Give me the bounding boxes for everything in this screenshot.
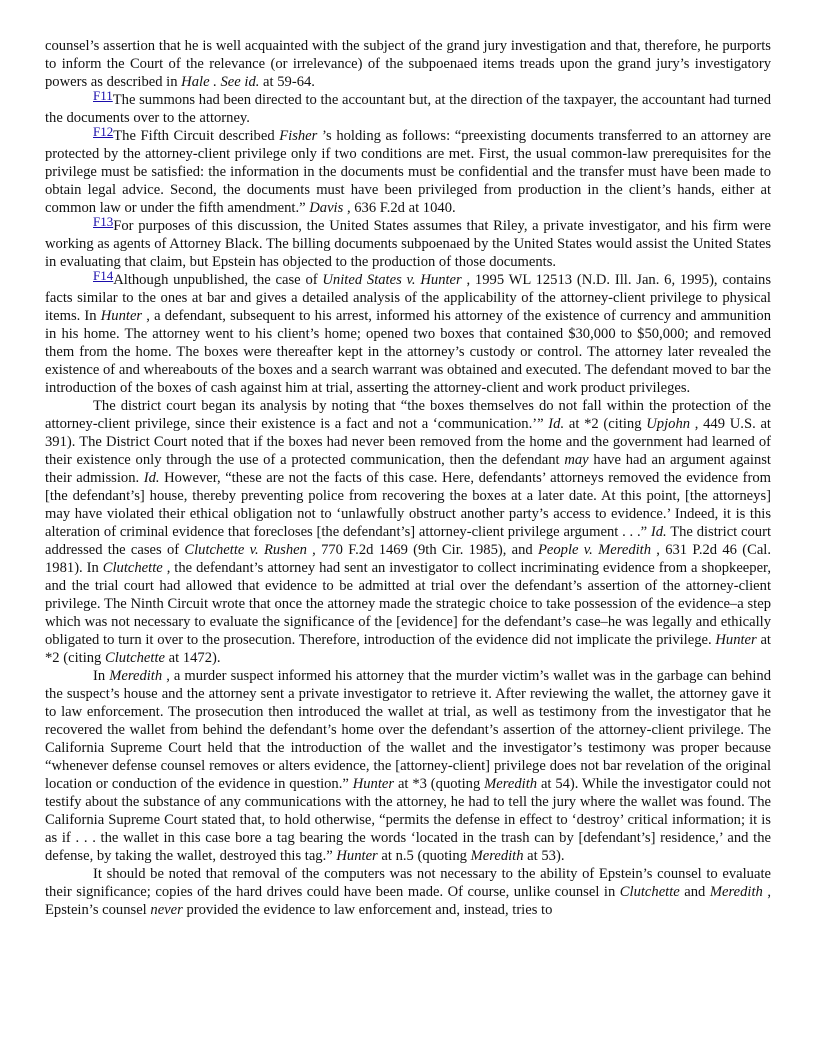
italic-citation: Meredith [470, 848, 524, 864]
text-run: at *2 (citing [564, 416, 647, 432]
text-run: However, “these are not the facts of this case. Here, defendants’ attorneys removed the evidence from [the defendant’s] house, thereby preventing police from recovering the boxes at a later date. At this point, [the attorneys] may have violated their ethical obligation not to ‘unlawfully obstruct another party’s access to evidence.’ Indeed, it is this alteration of criminal evidence that forecloses [the defendant’s] attorney-client privilege argument . . .” [45, 470, 771, 540]
text-run: at 53). [523, 848, 565, 864]
text-run: at *2 (citing [45, 632, 771, 666]
italic-citation: Meredith [109, 668, 163, 684]
text-run: , 1995 WL 12513 (N.D. Ill. Jan. 6, 1995), contains facts similar to the ones at bar and gives a detailed analysis of the applicability of the attorney-client privilege to physical items. In [45, 272, 771, 324]
text-run: , a murder suspect informed his attorney that the murder victim’s wallet was in the garbage can behind the suspect’s house and the attorney sent a private investigator to retrieve it. After reviewing the wallet, the attorney gave it to law enforcement. The prosecution then introduced the wallet at trial, as well as testimony from the investigator that he recovered the wallet from behind the defendant’s home over the defendant’s assertion of the attorney-client privilege. The California Supreme Court held that the introduction of the wallet and the investigator’s testimony was proper because “whenever defense counsel removes or alters evidence, the [attorney-client] privilege does not bar revelation of the original location or conduction of the evidence in question.” [45, 668, 771, 792]
italic-citation: Clutchette v. Rushen [184, 542, 307, 558]
body-paragraph-removal [45, 865, 771, 919]
text-run: , the defendant’s attorney had sent an investigator to collect incriminating evidence from a shopkeeper, and the trial court had allowed that evidence to be admitted at trial over the defendant’s assertion of the attorney-client privilege. The Ninth Circuit wrote that once the attorney made the strategic choice to take possession of the evidence–a step which was not necessary to evaluate the significance of the [evidence] for the defendant’s case–he was legally and ethically obligated to turn it over to the prosecution. Therefore, introduction of the evidence did not implicate the privilege. [45, 560, 771, 648]
text-run: The district court addressed the cases of [45, 524, 771, 558]
para-continuation [45, 37, 771, 91]
text-run: have had an argument against their admission. [45, 452, 771, 486]
italic-citation: Hunter [352, 776, 395, 792]
italic-citation: Meredith [709, 884, 763, 900]
footnote-link-f14[interactable]: F14 [93, 268, 114, 283]
text-run: Although unpublished, the case of [113, 272, 323, 288]
italic-citation: Hunter [100, 308, 143, 324]
italic-citation: Hale . [181, 74, 217, 90]
italic-citation: United States v. Hunter [322, 272, 462, 288]
italic-citation: Meredith [484, 776, 538, 792]
italic-citation: Clutchette [619, 884, 680, 900]
text-run: counsel’s assertion that he is well acquainted with the subject of the grand jury investigation and that, therefore, he purports to inform the Court of the relevance (or irrelevance) of the subpoenaed items treads upon the grand jury’s investigatory powers as described in [45, 38, 771, 90]
italic-citation: Hunter [336, 848, 378, 864]
body-paragraph-meredith [45, 667, 771, 865]
body-paragraph-district-court [45, 397, 771, 667]
text-run: at n.5 (quoting [377, 848, 471, 864]
text-run: , a defendant, subsequent to his arrest, informed his attorney of the existence of currency and ammunition in his home. The attorney went to his client’s home; opened two boxes that contained $30,000 to $50,000; and removed them from the home. The boxes were thereafter kept in the attorney’s custody or control. The attorney later revealed the existence of and whereabouts of the boxes and a search warrant was obtained and executed. The defendant moved to bar the introduction of the boxes of cash against him at trial, asserting the attorney-client and work product privileges. [45, 308, 771, 396]
text-run: It should be noted that removal of the computers was not necessary to the ability of Epstein’s counsel to evaluate their significance; copies of the hard drives could have been made. Of course, unlike counsel in [45, 866, 771, 900]
text-run: , Epstein’s counsel [45, 884, 771, 918]
text-run: at *3 (quoting [394, 776, 485, 792]
footnote-f12 [45, 124, 771, 217]
text-run: , 770 F.2d 1469 (9th Cir. 1985), and [306, 542, 538, 558]
text-run: , 631 P.2d 46 (Cal. 1981). In [45, 542, 772, 576]
italic-citation: Upjohn [646, 416, 691, 432]
italic-citation: Id. [143, 470, 160, 486]
italic-citation: Id. [548, 416, 565, 432]
italic-citation: Clutchette [102, 560, 163, 576]
text-run: and [679, 884, 710, 900]
text-run: In [93, 668, 110, 684]
footnote-link-f13[interactable]: F13 [93, 214, 114, 229]
italic-citation: Davis [309, 200, 344, 216]
text-run: at 59-64. [259, 74, 315, 90]
italic-citation: Fisher [279, 128, 318, 144]
footnote-link-f11[interactable]: F11 [93, 88, 113, 103]
text-run: , 636 F.2d at 1040. [343, 200, 456, 216]
footnote-f13 [45, 214, 771, 271]
text-run: provided the evidence to law enforcement and, instead, tries to [182, 902, 553, 918]
footnote-f14 [45, 268, 771, 397]
footnote-link-f12[interactable]: F12 [93, 124, 114, 139]
italic-citation: may [564, 452, 589, 468]
text-run: at 1472). [164, 650, 221, 666]
footnote-f11 [45, 88, 771, 127]
text-run: For purposes of this discussion, the United States assumes that Riley, a private investigator, and his firm were working as agents of Attorney Black. The billing documents subpoenaed by the United States would assist the United States in evaluating that claim, but Epstein has objected to the production of those documents. [45, 218, 771, 270]
text-run: , 449 U.S. at 391). The District Court noted that if the boxes had never been removed from the home and the government had learned of their existence only through the use of a protected communication, then the defendant [45, 416, 771, 468]
text-run: The Fifth Circuit described [113, 128, 280, 144]
italic-citation: Hunter [715, 632, 757, 648]
italic-citation: Clutchette [105, 650, 165, 666]
italic-citation: People v. Meredith [537, 542, 652, 558]
text-run: at 54). While the investigator could not testify about the substance of any communications with the attorney, he had to tell the jury where the wallet was found. The California Supreme Court stated that, to hold otherwise, “permits the defense in effect to ‘destroy’ critical information; it is as if . . . the wallet in this case bore a tag bearing the words ‘located in the trash can by [defendant’s] residence,’ and the defense, by taking the wallet, destroyed this tag.” [45, 776, 771, 864]
text-run: The summons had been directed to the accountant but, at the direction of the taxpayer, the accountant had turned the documents over to the attorney. [45, 92, 771, 126]
italic-citation: Id. [650, 524, 667, 540]
text-run: The district court began its analysis by noting that “the boxes themselves do not fall within the protection of the attorney-client privilege, since their existence is a fact and not a ‘communication.’” [45, 398, 771, 432]
italic-citation: never [150, 902, 183, 918]
text-run: ’s holding as follows: “preexisting documents transferred to an attorney are protected by the attorney-client privilege only if two conditions are met. First, the usual common-law prerequisites for the privilege must be satisfied: the information in the documents must be confidential and the transfer must have been made to obtain legal advice. Second, the documents must have been privileged from production in the client’s hands, either at common law or under the fifth amendment.” [45, 128, 771, 216]
italic-citation: See id. [220, 74, 260, 90]
document-page [45, 37, 771, 919]
